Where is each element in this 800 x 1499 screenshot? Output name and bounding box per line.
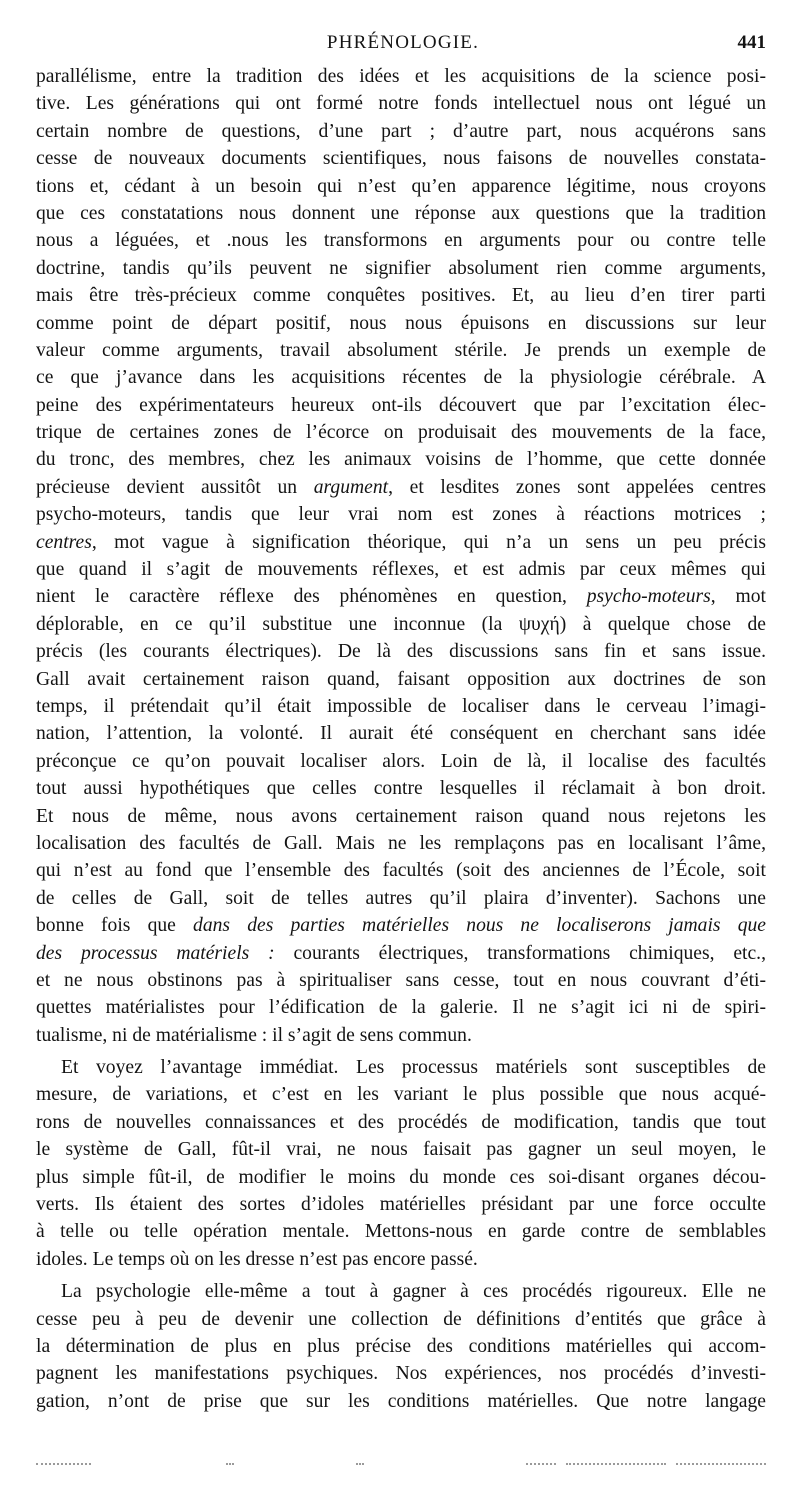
text-line: tualisme, ni de matérialisme : il s’agit de sens commun.	[36, 1024, 472, 1046]
text-line: la détermination de plus en plus précise des conditions matérielles qui accom-	[36, 1335, 766, 1357]
text-line: bonne fois que dans des parties matérielles nous ne localiserons jamais que	[36, 915, 766, 937]
text-line: précieuse devient aussitôt un argument, et lesdites zones sont appelées centres	[36, 476, 766, 498]
body-text	[36, 63, 766, 1415]
running-head	[38, 30, 768, 56]
text-line: Et voyez l’avantage immédiat. Les processus matériels sont susceptibles de	[61, 1057, 766, 1079]
text-line: valeur comme arguments, travail absolument stérile. Je prends un exemple de	[36, 339, 766, 361]
text-line: verts. Ils étaient des sortes d’idoles matérielles présidant par une force occulte	[36, 1194, 766, 1216]
text-line: gation, n’ont de prise que sur les conditions matérielles. Que notre langage	[36, 1390, 766, 1412]
text-line: ce que j’avance dans les acquisitions récentes de la physiologie cérébrale. A	[36, 367, 766, 389]
text-line: et ne nous obstinons pas à spiritualiser sans cesse, tout en nous couvrant d’éti-	[36, 969, 766, 991]
text-line: peine des expérimentateurs heureux ont-ils découvert que par l’excitation élec-	[36, 394, 766, 416]
text-line: comme point de départ positif, nous nous épuisons en discussions sur leur	[36, 312, 766, 334]
text-line: plus simple fût-il, de modifier le moins du monde ces soi-disant organes décou-	[36, 1166, 766, 1188]
footer-dotted-rule	[36, 1463, 766, 1467]
text-line: mesure, de variations, et c’est en les variant le plus possible que nous acqué-	[36, 1084, 766, 1106]
text-line: certain nombre de questions, d’une part ; d’autre part, nous acquérons sans	[36, 120, 766, 142]
text-line: parallélisme, entre la tradition des idées et les acquisitions de la science posi-	[36, 66, 766, 87]
text-line: des processus matériels : courants électriques, transformations chimiques, etc.,	[36, 942, 766, 964]
italic-phrase: argument	[313, 476, 389, 498]
text-line: centres, mot vague à signification théorique, qui n’a un sens un peu précis	[36, 531, 766, 553]
text-line: temps, il prétendait qu’il était impossible de localiser dans le cerveau l’imagi-	[36, 695, 766, 717]
text-line: déplorable, en ce qu’il substitue une inconnue (la ψυχή) à quelque chose de	[36, 613, 766, 635]
text-line: nous a léguées, et .nous les transformons en arguments pour ou contre telle	[36, 230, 766, 252]
text-line: tive. Les générations qui ont formé notre fonds intellectuel nous ont légué un	[36, 93, 766, 115]
text-line: pagnent les manifestations psychiques. Nos expériences, nos procédés d’investi-	[36, 1363, 766, 1385]
text-line: du tronc, des membres, chez les animaux voisins de l’homme, que cette donnée	[36, 449, 766, 471]
text-line: qui n’est au fond que l’ensemble des facultés (soit des anciennes de l’École, soit	[36, 860, 766, 882]
text-line: préconçue ce qu’on pouvait localiser alors. Loin de là, il localise des facultés	[36, 750, 766, 772]
text-line: quettes matérialistes pour l’édification de la galerie. Il ne s’agit ici ni de spiri-	[36, 997, 766, 1019]
text-line: que quand il s’agit de mouvements réflexes, et est admis par ceux mêmes qui	[36, 559, 766, 581]
text-line: Gall avait certainement raison quand, faisant opposition aux doctrines de son	[36, 668, 766, 690]
text-line: que ces constatations nous donnent une réponse aux questions que la tradition	[36, 202, 766, 224]
text-line: psycho-moteurs, tandis que leur vrai nom est zones à réactions motrices ;	[36, 504, 766, 526]
text-line: tions et, cédant à un besoin qui n’est qu’en apparence légitime, nous croyons	[36, 175, 766, 197]
italic-phrase: des processus matériels :	[36, 942, 275, 964]
text-line: de celles de Gall, soit de telles autres qu’il plaira d’inventer). Sachons une	[36, 887, 766, 909]
text-line: tout aussi hypothétiques que celles contre lesquelles il réclamait à bon droit.	[36, 778, 766, 800]
text-line: La psychologie elle-même a tout à gagner à ces procédés rigoureux. Elle ne	[61, 1281, 766, 1303]
italic-phrase: centres	[36, 531, 92, 553]
text-line: nation, l’attention, la volonté. Il aurait été conséquent en cherchant sans idée	[36, 723, 766, 745]
text-line: doctrine, tandis qu’ils peuvent ne signifier absolument rien comme arguments,	[36, 257, 766, 279]
text-line: précis (les courants électriques). De là des discussions sans fin et sans issue.	[36, 641, 766, 663]
text-line: localisation des facultés de Gall. Mais ne les remplaçons pas en localisant l’âme,	[36, 832, 766, 854]
text-line: trique de certaines zones de l’écorce on produisait des mouvements de la face,	[36, 422, 766, 444]
text-line: rons de nouvelles connaissances et des procédés de modification, tandis que tout	[36, 1111, 766, 1133]
text-line: cesse de nouveaux documents scientifiques, nous faisons de nouvelles constata-	[36, 148, 766, 170]
text-line: mais être très-précieux comme conquêtes positives. Et, au lieu d’en tirer parti	[36, 285, 766, 307]
text-line: nient le caractère réflexe des phénomènes en question, psycho-moteurs, mot	[36, 586, 766, 608]
text-line: idoles. Le temps où on les dresse n’est pas encore passé.	[36, 1248, 478, 1270]
italic-phrase: dans des parties matérielles nous ne localiserons jamais que	[193, 915, 766, 937]
text-line: à telle ou telle opération mentale. Mettons-nous en garde contre de semblables	[36, 1221, 766, 1243]
text-line: cesse peu à peu de devenir une collection de définitions d’entités que grâce à	[36, 1308, 766, 1330]
italic-phrase: psycho-moteurs	[586, 586, 711, 608]
text-line: le système de Gall, fût-il vrai, ne nous faisait pas gagner un seul moyen, le	[36, 1139, 766, 1161]
page-number: 441	[737, 32, 766, 53]
running-title: PHRÉNOLOGIE.	[326, 32, 480, 53]
text-line: Et nous de même, nous avons certainement raison quand nous rejetons les	[36, 805, 766, 827]
